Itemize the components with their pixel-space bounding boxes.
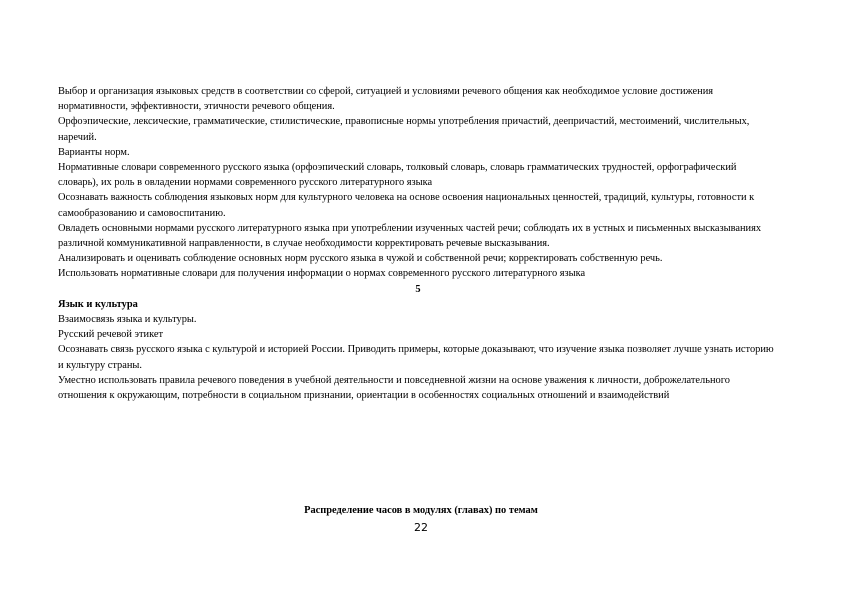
paragraph: Выбор и организация языковых средств в соответствии со сферой, ситуацией и условиями речевого общения как необходимое условие достижения нормативности, эффективности, этичности речевого общения.: [58, 86, 714, 113]
paragraph: Осознавать важность соблюдения языковых норм для культурного человека на основе освоения национальных ценностей, традиций, культуры, готовности к самообразованию и самовоспитанию.: [58, 192, 755, 219]
paragraph: Орфоэпические, лексические, грамматические, стилистические, правописные нормы употребления причастий, деепричастий, местоимений, числительных, наречий.: [58, 116, 750, 143]
paragraph: Варианты норм.: [58, 146, 130, 158]
paragraph: Овладеть основными нормами русского литературного языка при употреблении изученных частей речи; соблюдать их в устных и письменных высказываниях различной коммуникативной направленности, в случае необходимости корректировать речевые высказывания.: [58, 222, 762, 250]
document-body: [58, 84, 778, 403]
paragraph: Осознавать связь русского языка с культурой и историей России. Приводить примеры, которые доказывают, что изучение языка позволяет лучше узнать историю и культуру страны.: [58, 344, 774, 371]
footer-title: Распределение часов в модулях (главах) по темам: [304, 505, 538, 516]
paragraph: Уместно использовать правила речевого поведения в учебной деятельности и повседневной жизни на основе уважения к личности, доброжелательного отношения к окружающим, потребности в социальном признании, ориентации в особенностях социальных отношений и взаимодействий: [58, 374, 730, 402]
paragraph: Нормативные словари современного русского языка (орфоэпический словарь, толковый словарь, словарь грамматических трудностей, орфографический словарь), их роль в овладении нормами современного русского литературного языка: [58, 162, 737, 189]
page-number: 22: [414, 521, 428, 534]
paragraph: Русский речевой этикет: [58, 329, 164, 341]
paragraph: Взаимосвязь языка и культуры.: [58, 314, 197, 326]
section-title: Язык и культура: [58, 298, 138, 310]
paragraph: Анализировать и оценивать соблюдение основных норм русского языка в чужой и собственной речи; корректировать собственную речь.: [58, 253, 663, 265]
paragraph: Использовать нормативные словари для получения информации о нормах современного русского литературного языка: [58, 268, 586, 280]
section-number: 5: [415, 283, 421, 295]
